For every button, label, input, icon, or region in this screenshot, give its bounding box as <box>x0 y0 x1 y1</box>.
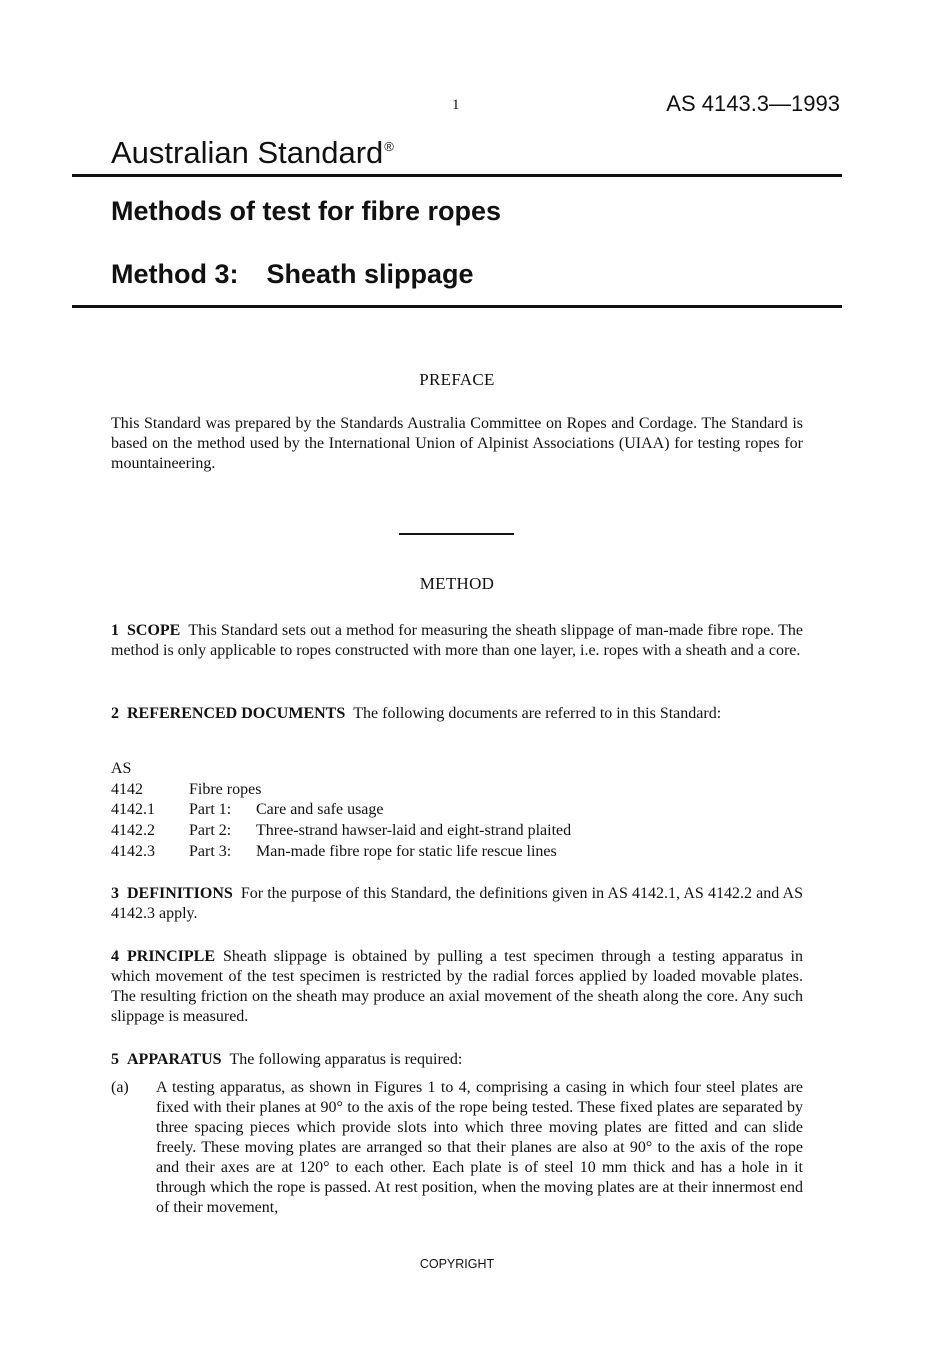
section-text: The following documents are referred to in this Standard: <box>353 705 722 722</box>
section-text: The following apparatus is required: <box>229 1051 463 1068</box>
reference-row <box>111 821 571 842</box>
section-number: 2 <box>111 705 119 722</box>
section-text: This Standard sets out a method for measuring the sheath slippage of man-made fibre rope. The method is only applicable to ropes constructed with more than one layer, i.e. ropes with a sheath and a core. <box>111 622 803 659</box>
section-number: 5 <box>111 1051 119 1068</box>
method-name: Sheath slippage <box>266 259 474 289</box>
page-number: 1 <box>452 97 460 113</box>
registered-mark: ® <box>384 139 394 154</box>
top-rule <box>72 174 842 177</box>
section-number: 4 <box>111 948 119 965</box>
method-heading: METHOD <box>419 574 495 593</box>
document-subtitle <box>111 259 474 290</box>
reference-number: 4142.2 <box>111 822 155 840</box>
reference-part: Part 2: <box>189 822 232 840</box>
reference-title: Three-strand hawser-laid and eight-strand plaited <box>256 822 572 840</box>
section-divider <box>399 533 514 535</box>
bottom-rule <box>72 305 842 308</box>
copyright-footer: COPYRIGHT <box>419 1257 495 1271</box>
section-referenced-documents <box>111 704 803 724</box>
reference-title: Fibre ropes <box>189 780 262 798</box>
document-title: Methods of test for fibre ropes <box>111 196 502 226</box>
reference-part: Part 1: <box>189 801 232 819</box>
section-scope <box>111 621 803 661</box>
section-definitions <box>111 884 803 924</box>
document-code: AS 4143.3—1993 <box>666 91 840 116</box>
section-text: For the purpose of this Standard, the definitions given in AS 4142.1, AS 4142.2 and AS 4142.3 apply. <box>111 885 803 922</box>
reference-prefix-text: AS <box>111 760 132 777</box>
reference-row <box>111 800 571 821</box>
preface-text: This Standard was prepared by the Standards Australia Committee on Ropes and Cordage. The Standard is based on the method used by the International Union of Alpinist Associations (UIAA) for testing ropes for mountaineering. <box>111 415 803 472</box>
apparatus-item <box>111 1078 803 1218</box>
section-title: REFERENCED DOCUMENTS <box>127 705 346 722</box>
section-text: Sheath slippage is obtained by pulling a test specimen through a testing apparatus in which movement of the test specimen is restricted by the radial forces applied by loaded movable plates. The resulting friction on the sheath may produce an axial movement of the sheath along the core. Any such slippage is measured. <box>111 948 803 1025</box>
section-title: PRINCIPLE <box>127 948 216 965</box>
reference-list <box>111 759 571 863</box>
section-title: APPARATUS <box>127 1051 222 1068</box>
section-number: 1 <box>111 622 119 639</box>
reference-number: 4142 <box>111 780 143 798</box>
section-apparatus <box>111 1050 803 1070</box>
section-number: 3 <box>111 885 119 902</box>
brand-title <box>111 135 394 171</box>
section-title: DEFINITIONS <box>127 885 233 902</box>
section-title: SCOPE <box>127 622 181 639</box>
reference-title: Man-made fibre rope for static life rescue lines <box>256 842 557 860</box>
brand-text: Australian Standard <box>111 135 384 170</box>
reference-number: 4142.3 <box>111 842 155 860</box>
reference-row <box>111 780 571 801</box>
preface-heading: PREFACE <box>419 370 495 389</box>
section-principle <box>111 947 803 1027</box>
reference-number: 4142.1 <box>111 801 155 819</box>
reference-row <box>111 842 571 863</box>
item-text: A testing apparatus, as shown in Figures 1 to 4, comprising a casing in which four steel plates are fixed with their planes at 90° to the axis of the rope being tested. These fixed plates are separated by three spacing pieces which provide slots into which three moving plates are fitted and can slide freely. These moving plates are arranged so that their planes are also at 90° to the axis of the rope and their axes are at 120° to each other. Each plate is of steel 10 mm thick and has a hole in it through which the rope is passed. At rest position, when the moving plates are at their innermost end of their movement, <box>156 1079 803 1216</box>
method-number: Method 3: <box>111 259 239 289</box>
reference-part: Part 3: <box>189 842 232 860</box>
reference-title: Care and safe usage <box>256 801 384 819</box>
item-label: (a) <box>111 1079 129 1096</box>
reference-prefix <box>111 759 571 780</box>
